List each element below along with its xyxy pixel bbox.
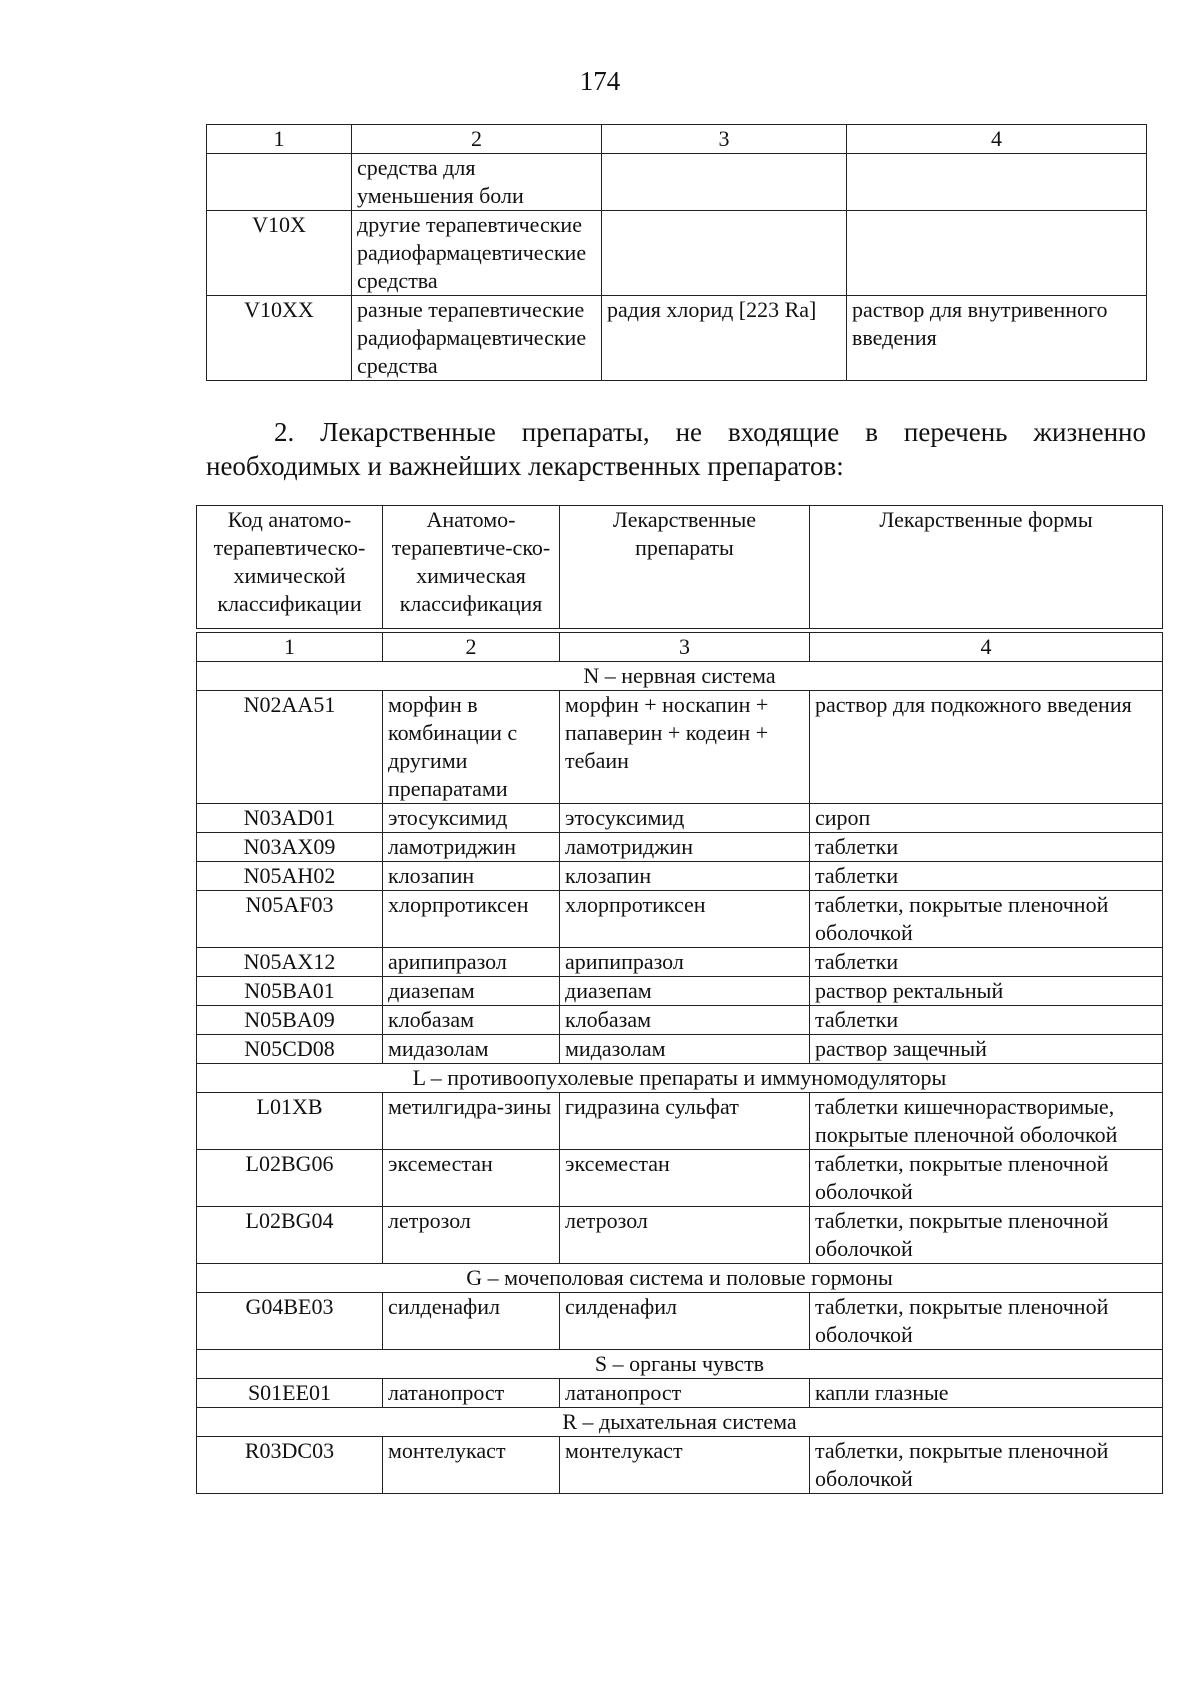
section-heading-line2: необходимых и важнейших лекарственных препаратов: xyxy=(206,451,844,481)
table-row xyxy=(207,154,1147,211)
group-row xyxy=(197,1350,1163,1379)
atc-code-cell: R03DC03 xyxy=(197,1437,383,1494)
drug-cell: летрозол xyxy=(560,1207,810,1264)
table-row xyxy=(197,1035,1163,1064)
form-cell: таблетки, покрытые пленочной оболочкой xyxy=(810,1437,1163,1494)
column-number: 2 xyxy=(383,633,560,662)
column-header: Код анатомо-терапевтическо-химической классификации xyxy=(197,506,383,629)
form-cell: таблетки xyxy=(810,833,1163,862)
atc-code-cell: N05BA09 xyxy=(197,1006,383,1035)
column-header: Анатомо-терапевтиче-ско-химическая классификация xyxy=(383,506,560,629)
drug-cell: арипипразол xyxy=(560,948,810,977)
atc-code-cell: N03AD01 xyxy=(197,804,383,833)
classification-cell: арипипразол xyxy=(383,948,560,977)
group-row xyxy=(197,1264,1163,1293)
classification-cell: диазепам xyxy=(383,977,560,1006)
classification-cell: морфин в комбинации с другими препаратами xyxy=(383,691,560,804)
drug-cell: радия хлорид [223 Ra] xyxy=(602,296,847,381)
atc-code-cell: N05AF03 xyxy=(197,891,383,948)
group-title: S – органы чувств xyxy=(197,1350,1163,1379)
atc-code-cell: N05AH02 xyxy=(197,862,383,891)
classification-cell: эксеместан xyxy=(383,1150,560,1207)
atc-code-cell xyxy=(207,154,352,211)
table-header-row xyxy=(197,506,1163,629)
form-cell: раствор для подкожного введения xyxy=(810,691,1163,804)
classification-cell: клозапин xyxy=(383,862,560,891)
column-number: 4 xyxy=(847,125,1147,154)
column-number: 1 xyxy=(207,125,352,154)
column-number-row xyxy=(197,633,1163,662)
atc-code-cell: V10X xyxy=(207,211,352,296)
section-heading-line1: 2. Лекарственные препараты, не входящие в перечень жизненно xyxy=(274,417,1146,447)
table-row xyxy=(207,211,1147,296)
atc-code-cell: N03AX09 xyxy=(197,833,383,862)
drug-cell: силденафил xyxy=(560,1293,810,1350)
atc-code-cell: V10XX xyxy=(207,296,352,381)
group-row xyxy=(197,662,1163,691)
atc-code-cell: N05BA01 xyxy=(197,977,383,1006)
table-row xyxy=(197,691,1163,804)
table-row xyxy=(197,1207,1163,1264)
classification-cell: ламотриджин xyxy=(383,833,560,862)
atc-code-cell: L02BG06 xyxy=(197,1150,383,1207)
form-cell: таблетки xyxy=(810,862,1163,891)
form-cell: таблетки xyxy=(810,948,1163,977)
classification-cell: латанопрост xyxy=(383,1379,560,1408)
classification-cell: силденафил xyxy=(383,1293,560,1350)
drugs-table xyxy=(196,505,1163,1494)
table-row xyxy=(197,1150,1163,1207)
classification-cell: хлорпротиксен xyxy=(383,891,560,948)
classification-cell: этосуксимид xyxy=(383,804,560,833)
table-row xyxy=(207,296,1147,381)
form-cell: сироп xyxy=(810,804,1163,833)
form-cell: раствор ректальный xyxy=(810,977,1163,1006)
group-row xyxy=(197,1064,1163,1093)
group-title: N – нервная система xyxy=(197,662,1163,691)
form-cell xyxy=(847,154,1147,211)
drug-cell: мидазолам xyxy=(560,1035,810,1064)
drug-cell: ламотриджин xyxy=(560,833,810,862)
column-number: 3 xyxy=(560,633,810,662)
drug-cell xyxy=(602,154,847,211)
classification-cell: метилгидра-зины xyxy=(383,1093,560,1150)
table-header-row xyxy=(207,125,1147,154)
drug-cell: хлорпротиксен xyxy=(560,891,810,948)
table-row xyxy=(197,948,1163,977)
table-row xyxy=(197,1006,1163,1035)
group-title: R – дыхательная система xyxy=(197,1408,1163,1437)
table-row xyxy=(197,891,1163,948)
classification-cell: другие терапевтические радиофармацевтические средства xyxy=(352,211,602,296)
form-cell: таблетки, покрытые пленочной оболочкой xyxy=(810,1150,1163,1207)
continuation-table xyxy=(206,124,1147,381)
column-number: 1 xyxy=(197,633,383,662)
drug-cell: этосуксимид xyxy=(560,804,810,833)
table-row xyxy=(197,804,1163,833)
form-cell: таблетки, покрытые пленочной оболочкой xyxy=(810,1207,1163,1264)
table-row xyxy=(197,1437,1163,1494)
table-row xyxy=(197,862,1163,891)
drug-cell: эксеместан xyxy=(560,1150,810,1207)
drug-cell xyxy=(602,211,847,296)
group-title: G – мочеполовая система и половые гормоны xyxy=(197,1264,1163,1293)
atc-code-cell: N05CD08 xyxy=(197,1035,383,1064)
column-header: Лекарственные препараты xyxy=(560,506,810,629)
form-cell xyxy=(847,211,1147,296)
drug-cell: морфин + носкапин + папаверин + кодеин + тебаин xyxy=(560,691,810,804)
classification-cell: разные терапевтические радиофармацевтические средства xyxy=(352,296,602,381)
form-cell: раствор защечный xyxy=(810,1035,1163,1064)
form-cell: раствор для внутривенного введения xyxy=(847,296,1147,381)
atc-code-cell: N02AA51 xyxy=(197,691,383,804)
column-number: 2 xyxy=(352,125,602,154)
drug-cell: монтелукаст xyxy=(560,1437,810,1494)
drug-cell: диазепам xyxy=(560,977,810,1006)
section-heading xyxy=(206,415,1146,483)
form-cell: таблетки кишечнорастворимые, покрытые пленочной оболочкой xyxy=(810,1093,1163,1150)
drug-cell: клобазам xyxy=(560,1006,810,1035)
group-row xyxy=(197,1408,1163,1437)
column-number: 3 xyxy=(602,125,847,154)
table-row xyxy=(197,1379,1163,1408)
classification-cell: монтелукаст xyxy=(383,1437,560,1494)
form-cell: таблетки xyxy=(810,1006,1163,1035)
form-cell: капли глазные xyxy=(810,1379,1163,1408)
drug-cell: латанопрост xyxy=(560,1379,810,1408)
group-title: L – противоопухолевые препараты и иммуномодуляторы xyxy=(197,1064,1163,1093)
form-cell: таблетки, покрытые пленочной оболочкой xyxy=(810,1293,1163,1350)
atc-code-cell: L01XB xyxy=(197,1093,383,1150)
page-number: 174 xyxy=(579,66,621,96)
atc-code-cell: L02BG04 xyxy=(197,1207,383,1264)
atc-code-cell: N05AX12 xyxy=(197,948,383,977)
column-number: 4 xyxy=(810,633,1163,662)
atc-code-cell: G04BE03 xyxy=(197,1293,383,1350)
table-row xyxy=(197,1093,1163,1150)
drug-cell: клозапин xyxy=(560,862,810,891)
column-header: Лекарственные формы xyxy=(810,506,1163,629)
form-cell: таблетки, покрытые пленочной оболочкой xyxy=(810,891,1163,948)
drug-cell: гидразина сульфат xyxy=(560,1093,810,1150)
atc-code-cell: S01EE01 xyxy=(197,1379,383,1408)
table-row xyxy=(197,977,1163,1006)
classification-cell: летрозол xyxy=(383,1207,560,1264)
classification-cell: средства для уменьшения боли xyxy=(352,154,602,211)
classification-cell: мидазолам xyxy=(383,1035,560,1064)
table-row xyxy=(197,1293,1163,1350)
table-row xyxy=(197,833,1163,862)
classification-cell: клобазам xyxy=(383,1006,560,1035)
